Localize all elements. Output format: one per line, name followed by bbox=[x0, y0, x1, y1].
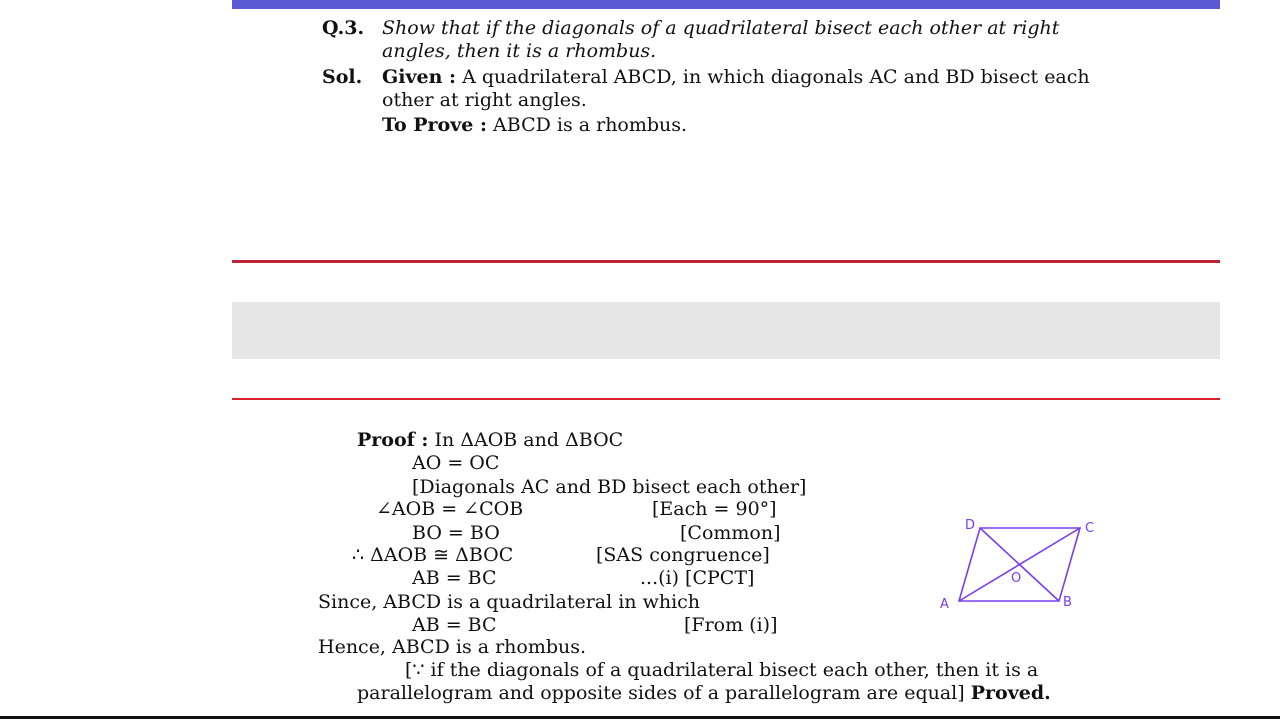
proof-label: Proof : bbox=[357, 429, 429, 451]
proof-line-2: [Diagonals AC and BD bisect each other] bbox=[412, 476, 807, 498]
given-line-1 bbox=[382, 66, 1090, 88]
divider-bottom bbox=[232, 398, 1220, 400]
proof-line-5-statement: ∴ ΔAOB ≅ ΔBOC bbox=[352, 544, 514, 566]
proved-label: Proved. bbox=[970, 682, 1051, 704]
proof-line-9: Hence, ABCD is a rhombus. bbox=[318, 636, 587, 658]
divider-top bbox=[232, 260, 1220, 263]
to-prove-line bbox=[382, 114, 687, 136]
solution-label: Sol. bbox=[322, 66, 363, 88]
proof-line-4-statement: BO = BO bbox=[412, 522, 500, 544]
question-number: Q.3. bbox=[322, 17, 365, 39]
vertex-label-b: B bbox=[1063, 595, 1072, 610]
center-label-o: O bbox=[1011, 571, 1022, 586]
proof-line-5-reason: [SAS congruence] bbox=[596, 544, 770, 566]
proof-intro: In ΔAOB and ΔBOC bbox=[434, 429, 624, 451]
grey-band bbox=[232, 302, 1220, 359]
vertex-label-d: D bbox=[965, 518, 976, 533]
proof-line-3-reason: [Each = 90°] bbox=[652, 498, 777, 520]
proof-line-4-reason: [Common] bbox=[680, 522, 781, 544]
bottom-rule bbox=[0, 716, 1280, 719]
proof-line-6-reason: ...(i) [CPCT] bbox=[640, 567, 755, 589]
proof-line-3-statement: ∠AOB = ∠COB bbox=[376, 498, 524, 520]
rhombus-figure bbox=[935, 512, 1105, 612]
question-text-line-2: angles, then it is a rhombus. bbox=[382, 40, 657, 62]
proof-line-11 bbox=[357, 682, 1051, 704]
top-bar bbox=[232, 0, 1220, 9]
given-line-2: other at right angles. bbox=[382, 89, 587, 111]
proof-line-11-text: parallelogram and opposite sides of a parallelogram are equal] bbox=[357, 682, 965, 704]
question-text-line-1: Show that if the diagonals of a quadrilateral bisect each other at right bbox=[382, 17, 1060, 39]
proof-line-8-reason: [From (i)] bbox=[684, 614, 778, 636]
proof-line-6-statement: AB = BC bbox=[412, 567, 497, 589]
given-label: Given : bbox=[382, 66, 457, 88]
vertex-label-c: C bbox=[1085, 521, 1095, 536]
to-prove-text: ABCD is a rhombus. bbox=[493, 114, 688, 136]
given-text: A quadrilateral ABCD, in which diagonals AC and BD bisect each bbox=[462, 66, 1090, 88]
proof-line-7: Since, ABCD is a quadrilateral in which bbox=[318, 591, 701, 613]
to-prove-label: To Prove : bbox=[382, 114, 487, 136]
proof-line-8-statement: AB = BC bbox=[412, 614, 497, 636]
proof-line-1: AO = OC bbox=[412, 452, 500, 474]
proof-intro-line bbox=[357, 429, 623, 451]
diagonal-bd bbox=[980, 528, 1059, 601]
vertex-label-a: A bbox=[940, 597, 949, 612]
proof-line-10: [∵ if the diagonals of a quadrilateral bisect each other, then it is a bbox=[405, 659, 1039, 681]
